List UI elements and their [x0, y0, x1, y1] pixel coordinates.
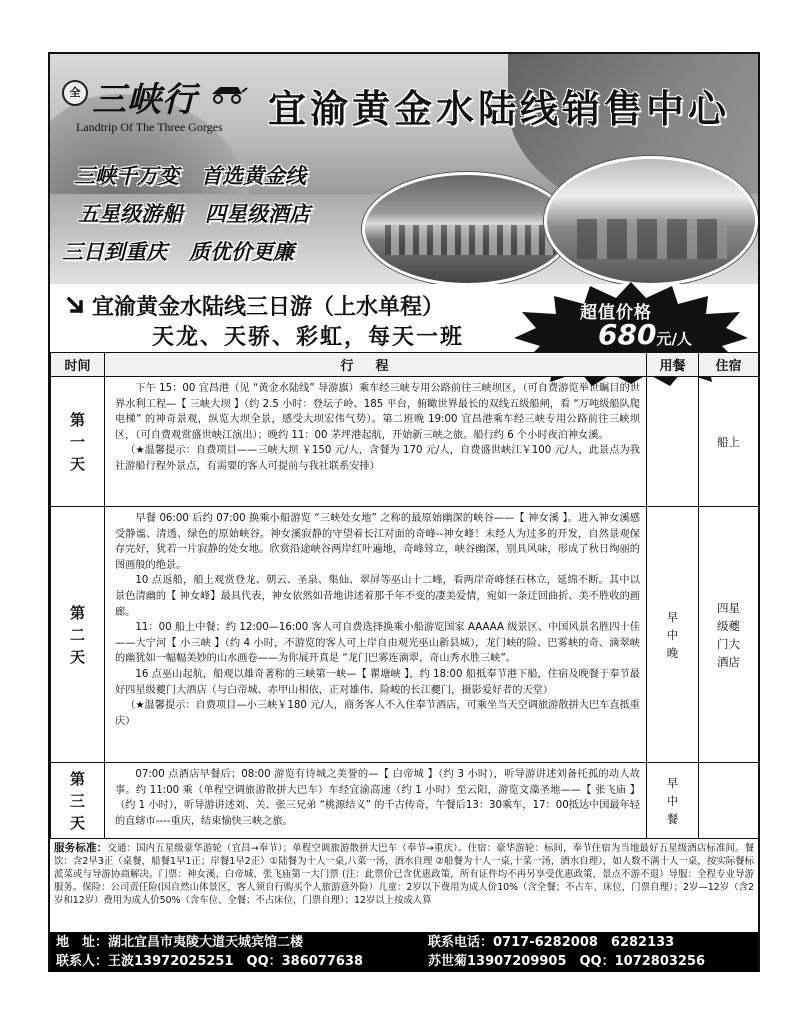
itinerary-paragraph: 下午 15：00 宜昌港（见 “黄金水陆线” 导游旗）乘车经三峡专用公路前往三峡坝区，（可自费游览举世瞩目的世界水利工程—【 三峡大坝 】（约 2.5 小时：登坛子岭、185 平台，俯瞰世界最长的双线五级船闸，看 “万吨级船队爬电梯” 的神奇景观，纵览大坝全景，感受大坝宏伟气势）。第二班晚 19:00 宜昌港乘车经三峡专用公路前往三峡坝区，（可自费观赏盛世峡江演出）；晚约 11：00 茅坪港起航，开始新三峡之旅。船行约 6 个小时夜泊神女溪。 [115, 383, 640, 441]
meal-text: 早 [666, 775, 679, 790]
day-label [51, 507, 105, 763]
header-meal: 用餐 [647, 353, 699, 377]
meal-text: 中 [666, 627, 679, 642]
meal-cell [647, 507, 699, 763]
price-value [598, 318, 692, 351]
slogan-text: 质优价更廉 [189, 239, 294, 264]
logo-english: Landtrip Of The Three Gorges [76, 120, 223, 134]
day-char: 天 [69, 647, 85, 666]
contact-bar [50, 932, 758, 972]
price-unit: 元/人 [656, 330, 692, 348]
price-number: 680 [598, 318, 657, 351]
stay-cell [699, 763, 759, 839]
day-label [51, 763, 105, 839]
day-char: 第 [69, 410, 85, 429]
meal-cell [647, 763, 699, 839]
route-ships: 天龙、天骄、彩虹，每天一班 [152, 325, 465, 350]
contact-person-2: 苏世菊13907209905 QQ：1072803256 [428, 954, 706, 969]
slogan-row [62, 236, 332, 266]
day-char: 天 [69, 813, 85, 832]
slogan-text: 四星级酒店 [205, 201, 310, 226]
header-route: 行程 [105, 353, 647, 377]
slogans [62, 160, 332, 274]
logo-seal: 全 [62, 80, 88, 106]
table-header-row [51, 353, 759, 377]
address-label: 地 址： [56, 935, 109, 950]
price-label: 超值价格 [580, 303, 652, 323]
table-row [51, 507, 759, 763]
logo [62, 72, 262, 142]
contact-label: 联系人： [56, 954, 109, 969]
day-content [105, 377, 647, 507]
day-content [105, 763, 647, 839]
slogan-text: 首选黄金线 [201, 163, 306, 188]
stay-text: 酒店 [717, 654, 740, 669]
itinerary-paragraph: 早餐 06:00 后约 07:00 换乘小船游览 “三峡处女地” 之称的最原始幽深的峡谷——【 神女溪 】。进入神女溪感受静谧、清透、绿色的原始峡谷。神女溪寂静的守望着长江对面的奇峰--神女峰！未经人为过多的开发，自然景观保存完好，犹若一片寂静的处女地。欣赏沿途峡谷两岸红叶遍地，奇峰耸立，峡谷幽深，别具风味，形成了秋日绚丽的图画般的绝景。 [115, 513, 640, 571]
tip-text: （★温馨提示：自费项目——三峡大坝 ￥150 元/人，含餐为 170 元/人，自费盛世峡江￥100 元/人，此景点为我社游船行程外景点，有需要的客人可提前与我社联系安排） [115, 445, 640, 472]
day-char: 天 [69, 454, 85, 473]
slogan-text: 三日到重庆 [62, 239, 167, 264]
route-title-text: 宜渝黄金水陆线三日游（上水单程） [92, 295, 445, 320]
slogan-text: 三峡千万变 [74, 163, 179, 188]
day-content [105, 507, 647, 763]
contact-person-1 [56, 952, 428, 971]
stay-text: 级夔 [717, 618, 740, 633]
day-char: 第 [69, 769, 85, 788]
address-block [56, 933, 428, 952]
meal-cell [647, 377, 699, 507]
service-standard-label: 服务标准： [54, 842, 108, 854]
ship-interior-photo [362, 172, 572, 284]
meal-text: 中 [666, 793, 679, 808]
itinerary-table [50, 352, 759, 839]
banner [50, 54, 758, 284]
stay-cell [699, 507, 759, 763]
headline: 宜渝黄金水陆线销售中心 [268, 86, 731, 131]
tip-text: （★温馨提示：自费项目—小三峡￥180 元/人，商务客人不入住奉节酒店，可乘坐当天空调旅游散拼大巴车直抵重庆） [115, 700, 640, 727]
contact-row [56, 933, 752, 952]
route-title [66, 290, 444, 321]
carriage-icon [208, 82, 248, 104]
service-standard [54, 842, 754, 907]
table-row [51, 377, 759, 507]
phone-block [428, 933, 674, 952]
flyer-frame [48, 52, 760, 972]
phone-label: 联系电话： [428, 935, 494, 950]
address-value: 湖北宜昌市夷陵大道天城宾馆二楼 [108, 935, 304, 950]
contact-value: 王波13972025251 QQ：386077638 [108, 954, 364, 969]
day-char: 一 [69, 432, 85, 451]
stay-text: 四星 [717, 600, 740, 615]
header-stay: 住宿 [699, 353, 759, 377]
itinerary-paragraph: 16 点巫山起航，船观以雄奇著称的三峡第一峡—【 瞿塘峡 】，约 18:00 船抵奉节港下船，住宿及晚餐于奉节最好四星级夔门大酒店（与白帝城、赤甲山相依，正对雄伟、险峻的长江夔门，摄影爱好者的天堂） [115, 668, 640, 696]
day-char: 第 [69, 603, 85, 622]
itinerary-paragraph: 07:00 点酒店早餐后；08:00 游览有诗城之美誉的—【 白帝城 】（约 3 小时），听导游讲述刘备托孤的动人故事。约 11:00 乘（单程空调旅游散拼大巴车）车经宜渝高速（约 1 小时）至云阳，游览文藻圣地——【 张飞庙 】（约 1 小时），听导游讲述刘、关、张三兄弟 “桃源结义” 的千古传奇，午餐后13：30乘车，17：00抵达中国最年轻的直辖市----重庆，结束愉快三峡之旅。 [115, 769, 640, 827]
header-time: 时间 [51, 353, 105, 377]
service-standard-text: 交通：国内五星级豪华游轮（宜昌→奉节）；单程空调旅游散拼大巴车（奉节→重庆）。住宿：豪华游轮：标间，奉节住宿为当地最好五星级酒店标准间。餐饮：含2早3正（桌餐，船餐1早1正；岸餐1早2正）①陆餐为十人一桌,八菜一汤，酒水自理 ②船餐为十人一桌,十菜一汤，酒水自理），如人数不满十人一桌，按实际餐标派菜或与导游协商解决。门票：神女溪、白帝城、张飞庙第一大门票 (注：此票价已含优惠政策，所有证件均不再另享受优惠政策，景点不游不退）导服：全程专业导游服务。保险：公司责任险(因自然山体景区，客人须自行购买个人旅游意外险）儿童：2岁以下费用为成人价10%（含全餐；不占车、床位，门票自理）；2岁—12岁（含2岁和12岁）费用为成人价50%（含车位、全餐；不占床位，门票自理）；12岁以上按成人算 [54, 843, 755, 906]
logo-chinese: 三峡行 [92, 80, 197, 120]
day-label [51, 377, 105, 507]
hotel-lobby-photo [544, 156, 758, 284]
stay-cell: 船上 [699, 377, 759, 507]
day-char: 三 [69, 791, 85, 810]
itinerary-paragraph: 10 点返船，船上观赏登龙、朝云、圣泉、集仙、翠屏等巫山十二峰，看两岸奇峰怪石林立，延绵不断。其中以景色清幽的【 神女峰】最具代表，神女依然如昔地讲述着那千年不变的凄美爱情，宛如一条迂回曲折、美不胜收的画廊。 [115, 575, 640, 618]
contact-row [56, 952, 752, 971]
slogan-row [74, 160, 332, 190]
stay-text: 门大 [717, 636, 740, 651]
slogan-row [78, 198, 332, 228]
day-char: 二 [69, 625, 85, 644]
meal-text: 早 [666, 609, 679, 624]
slogan-text: 五星级游船 [78, 201, 183, 226]
meal-text: 晚 [666, 645, 679, 660]
meal-text: 餐 [666, 811, 679, 826]
table-row [51, 763, 759, 839]
itinerary-paragraph: 11：00 船上中餐；约 12:00—16:00 客人可自费选择换乘小船游览国家 AAAAA 级景区、中国风景名胜四十佳——大宁河【 小三峡 】（约 4 小时，不游览的客人可上岸自由观光巫山新县城），龙门峡的险、巴雾峡的奇、滴翠峡的幽犹如一幅幅美妙的山水画卷——为你展开真是 “龙门巴雾连滴翠，奇山秀水胜三峡”。 [115, 622, 640, 665]
phone-value: 0717-6282008 6282133 [493, 935, 675, 950]
arrow-down-right-icon [66, 296, 86, 316]
